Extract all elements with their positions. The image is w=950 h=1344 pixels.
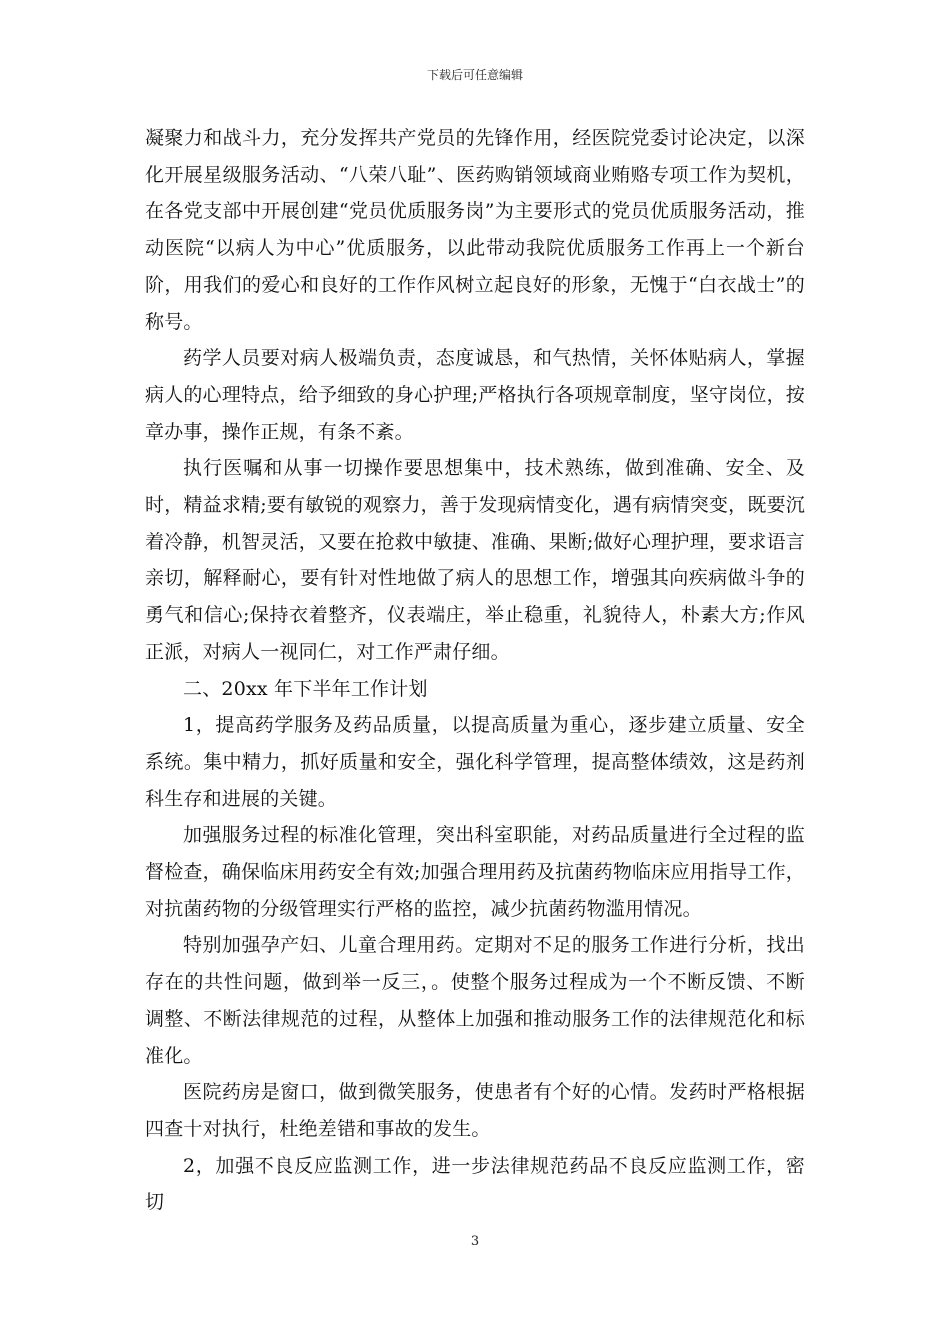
document-body	[145, 120, 805, 1221]
paragraph-7: 医院药房是窗口，做到微笑服务，使患者有个好的心情。发药时严格根据四查十对执行，杜绝差错和事故的发生。	[145, 1081, 805, 1140]
paragraph-3: 执行医嘱和从事一切操作要思想集中，技术熟练，做到准确、安全、及时，精益求精;要有敏锐的观察力，善于发现病情变化，遇有病情突变，既要沉着冷静，机智灵活，又要在抢救中敏捷、准确、果断;做好心理护理，要求语言亲切，解释耐心，要有针对性地做了病人的思想工作，增强其向疾病做斗争的勇气和信心;保持衣着整齐，仪表端庄，举止稳重，礼貌待人，朴素大方;作风正派，对病人一视同仁，对工作严肃仔细。	[145, 457, 805, 663]
paragraph-5: 加强服务过程的标准化管理，突出科室职能，对药品质量进行全过程的监督检查，确保临床用药安全有效;加强合理用药及抗菌药物临床应用指导工作，对抗菌药物的分级管理实行严格的监控，减少抗菌药物滥用情况。	[145, 824, 805, 920]
paragraph-1: 凝聚力和战斗力，充分发挥共产党员的先锋作用，经医院党委讨论决定，以深化开展星级服务活动、“八荣八耻”、医药购销领域商业贿赂专项工作为契机，在各党支部中开展创建“党员优质服务岗”为主要形式的党员优质服务活动，推动医院“以病人为中心”优质服务，以此带动我院优质服务工作再上一个新台阶，用我们的爱心和良好的工作作风树立起良好的形象，无愧于“白衣战士”的称号。	[145, 127, 805, 333]
paragraph-2: 药学人员要对病人极端负责，态度诚恳，和气热情，关怀体贴病人，掌握病人的心理特点，给予细致的身心护理;严格执行各项规章制度，坚守岗位，按章办事，操作正规，有条不紊。	[145, 347, 805, 443]
section-heading: 二、20xx 年下半年工作计划	[183, 677, 428, 700]
page-number: 3	[470, 1234, 480, 1249]
paragraph-8: 2，加强不良反应监测工作，进一步法律规范药品不良反应监测工作，密切	[145, 1154, 805, 1214]
paragraph-6: 特别加强孕产妇、儿童合理用药。定期对不足的服务工作进行分析，找出存在的共性问题，做到举一反三，。使整个服务过程成为一个不断反馈、不断调整、不断法律规范的过程，从整体上加强和推动服务工作的法律规范化和标准化。	[145, 934, 805, 1067]
page-header: 下载后可任意编辑	[426, 68, 523, 82]
paragraph-4: 1，提高药学服务及药品质量，以提高质量为重心，逐步建立质量、安全系统。集中精力，抓好质量和安全，强化科学管理，提高整体绩效，这是药剂科生存和进展的关键。	[145, 714, 805, 810]
